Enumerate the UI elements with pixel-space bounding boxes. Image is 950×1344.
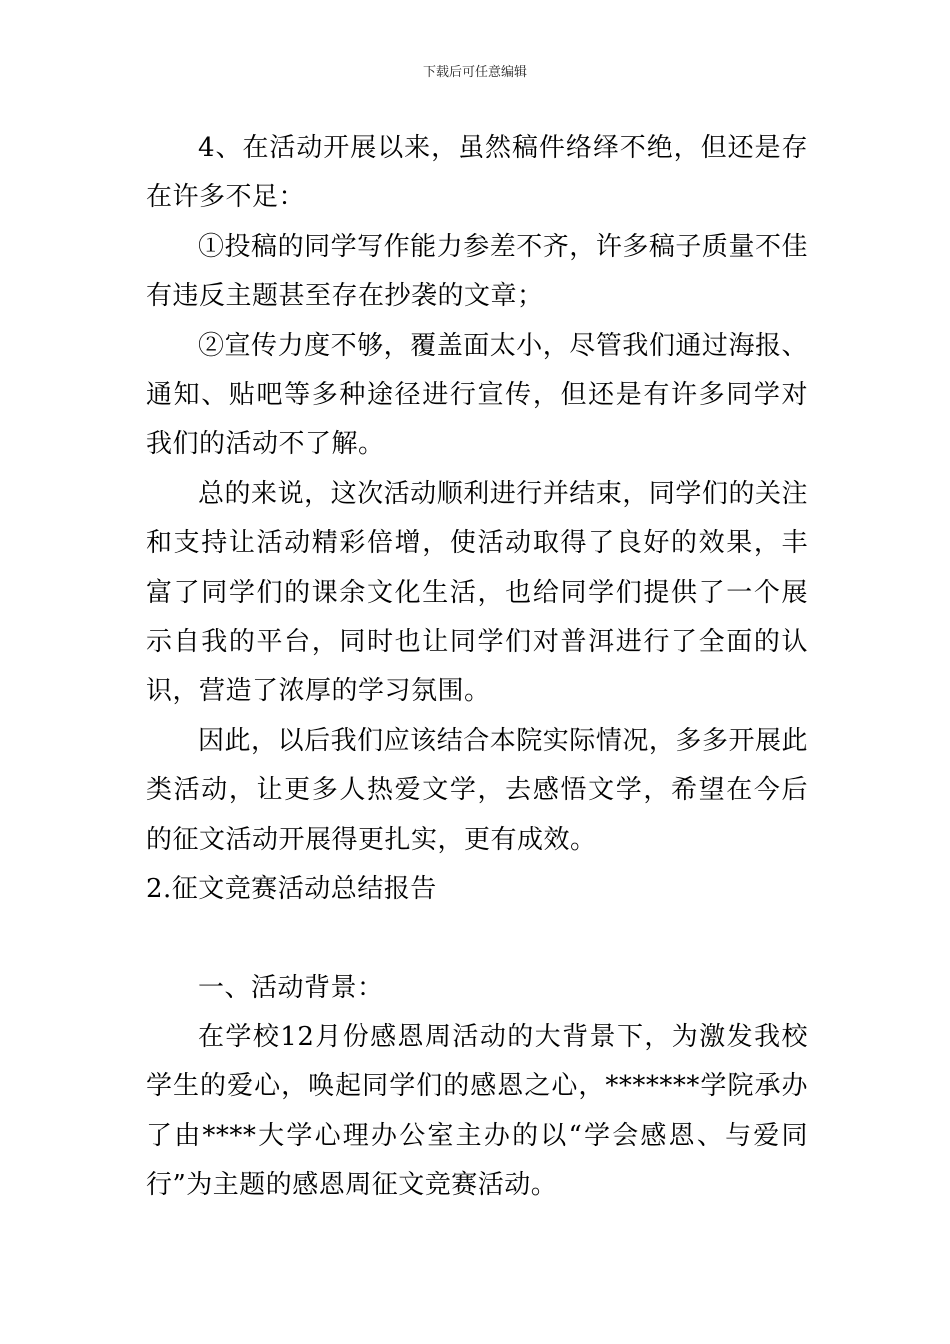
paragraph-background: 在学校12月份感恩周活动的大背景下，为激发我校学生的爱心，唤起同学们的感恩之心，*******学院承办了由****大学心理办公室主办的以“学会感恩、与爱同行”为主题的感恩周征文竞赛活动。 xyxy=(146,1021,808,1201)
paragraph-future: 因此，以后我们应该结合本院实际情况，多多开展此类活动，让更多人热爱文学，去感悟文学，希望在今后的征文活动开展得更扎实，更有成效。 xyxy=(146,725,808,855)
sub-heading-background: 一、活动背景： xyxy=(198,972,384,1003)
paragraph-summary: 总的来说，这次活动顺利进行并结束，同学们的关注和支持让活动精彩倍增，使活动取得了良好的效果，丰富了同学们的课余文化生活，也给同学们提供了一个展示自我的平台，同时也让同学们对普洱进行了全面的认识，营造了浓厚的学习氛围。 xyxy=(146,478,808,707)
document-body xyxy=(146,124,808,1211)
blank-line xyxy=(146,915,808,964)
paragraph-publicity: ②宣传力度不够，覆盖面太小，尽管我们通过海报、通知、贴吧等多种途径进行宣传，但还是有许多同学对我们的活动不了解。 xyxy=(146,330,808,460)
section-title: 2.征文竞赛活动总结报告 xyxy=(146,874,437,905)
page-header-note: 下载后可任意编辑 xyxy=(422,65,527,80)
paragraph-shortcomings: 4、在活动开展以来，虽然稿件络绎不绝，但还是存在许多不足： xyxy=(146,133,808,213)
paragraph-writing-quality: ①投稿的同学写作能力参差不齐，许多稿子质量不佳有违反主题甚至存在抄袭的文章； xyxy=(146,231,808,312)
